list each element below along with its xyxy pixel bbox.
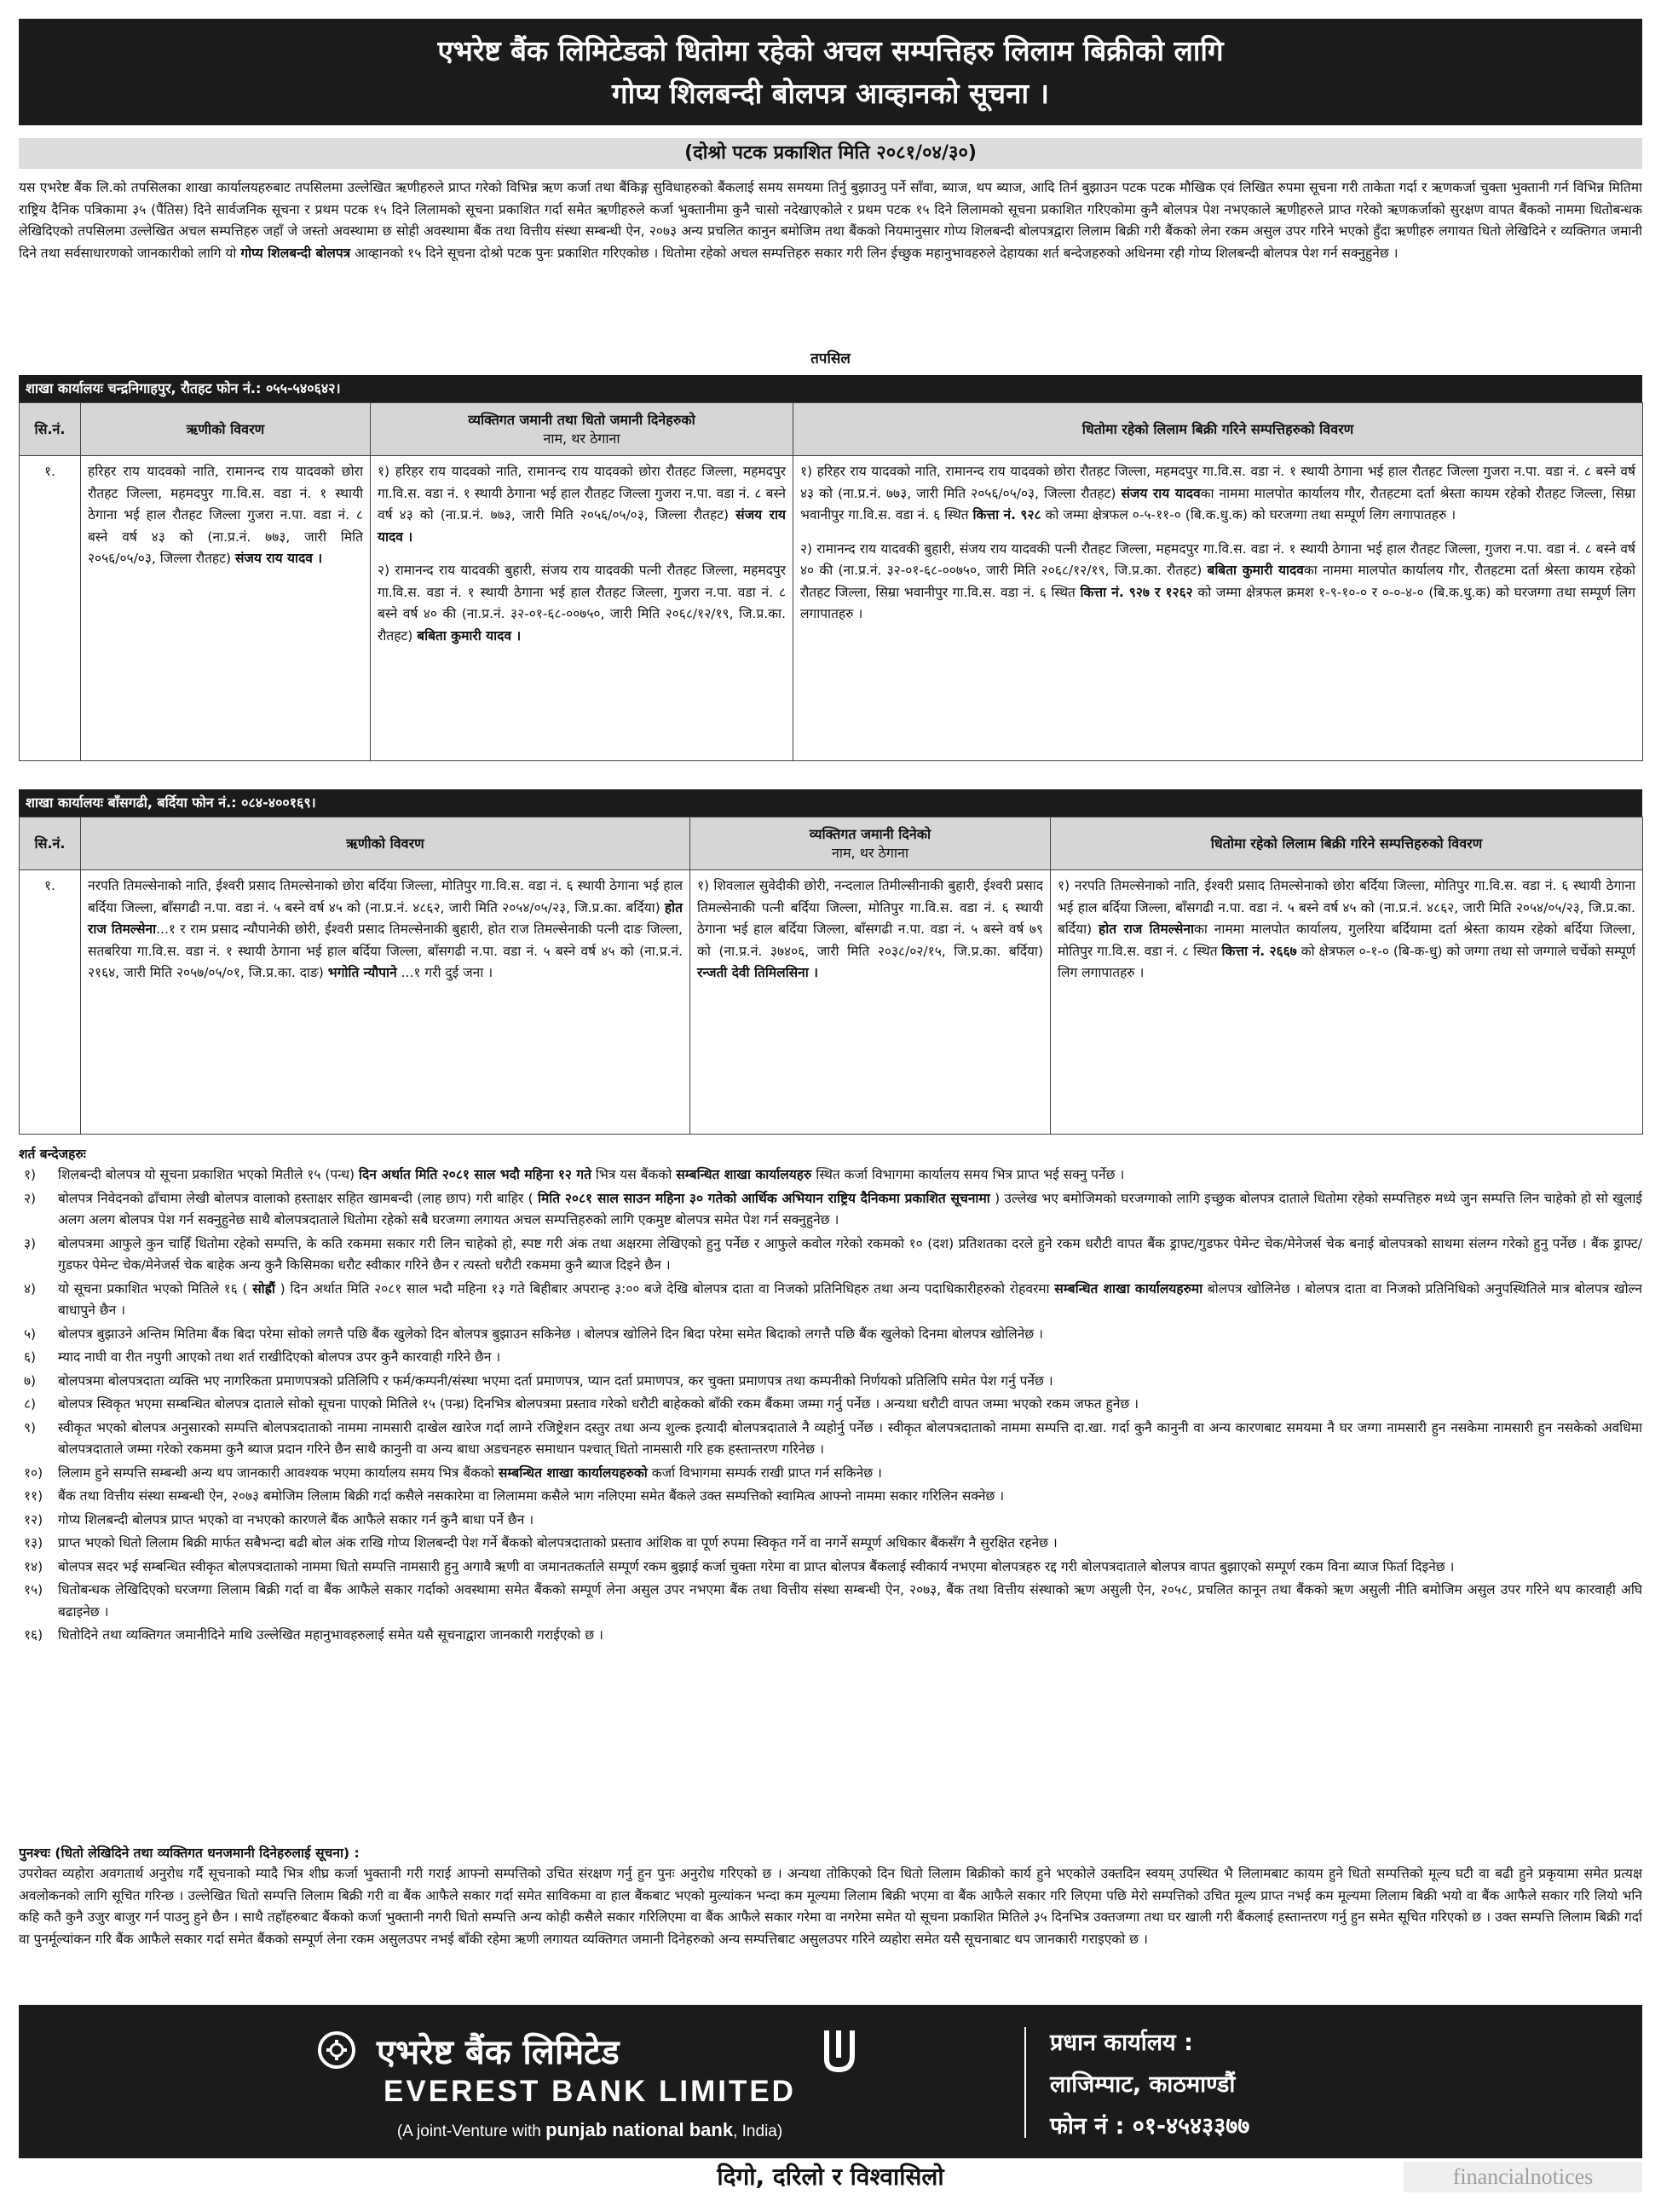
- condition-part: भित्र यस बैंकको: [595, 1167, 672, 1182]
- borrower-text-c: ...१ गरी दुई जना ।: [401, 965, 493, 980]
- spacer: [378, 548, 786, 560]
- guarantor-2: [378, 560, 786, 647]
- intro-text-a: यस एभरेष्ट बैंक लि.को तपसिलका शाखा कार्यालयहरुबाट तपसिलमा उल्लेखित ऋणीहरुले प्राप्त गरेको विभिन्न ऋण कर्जा तथा बैंकिङ्ग सुविधाहरुको बैंकलाई समय समयमा तिर्नु बुझाउनु पर्ने साँवा, ब्याज, थप ब्याज, आदि तिर्न बुझाउन पटक पटक मौखिक एवं लिखित रुपमा सूचना गरी ताकेता गर्दा र ऋणकर्जा चुक्ता भुक्तानी गर्न विभिन्न मितिमा राष्ट्रिय दैनिक पत्रिकामा ३५ (पैंतिस) दिने सार्वजनिक सूचना र प्रथम पटक १५ दिने लिलामको सूचना प्रकाशित गर्दा समेत ऋणीहरुले कर्जा भुक्तानीमा कुनै चासो नदेखाएकोले र प्रथम पटक १५ दिने लिलामको सूचना प्रकाशित गरिएकोमा कुनै बोलपत्र पेश नभएकाले ऋणीहरुले प्राप्त गरेको ऋणकर्जाको सुरक्षण वापत बैंकको नाममा धितोबन्धक लेखिदिएको तपसिलमा उल्लेखित अचल सम्पत्तिहरु जहाँ जे जस्तो अवस्थामा छ सोही अवस्थामा बैंक तथा वित्तीय संस्था सम्बन्धी ऐन, २०७३ अन्य प्रचलित कानुन बमोजिम तथा बैंकको नियमानुसार गोप्य शिलबन्दी बोलपत्रद्वारा लिलाम बिक्री गरी बैंकको लेना रकम असुल उपर गरिने भएको हुँदा ऋणीहरु लगायत धितो लेखिदिने र व्यक्तिगत जमानी दिने तथा सर्वसाधारणको जानकारीको लागि यो: [19, 180, 1642, 261]
- property-cell: [793, 456, 1643, 761]
- condition-number: ६): [24, 1349, 37, 1365]
- col-borrower: ऋणीको विवरण: [81, 403, 371, 456]
- guarantor-1-name: संजय राय यादव ।: [378, 507, 786, 545]
- condition-text: [58, 1164, 1642, 1187]
- property-owner: होत राज तिमल्सेना: [1099, 921, 1195, 937]
- condition-number: १४): [24, 1558, 43, 1574]
- conditions-title: शर्त बन्देजहरुः: [19, 1146, 86, 1162]
- borrower-text-b: ...१ र राम प्रसाद न्यौपानेकी छोरी, ईश्वरी प्रसाद तिमल्सेनाकी बुहारी, होत राज तिमल्सेनाकी पत्नी दाङ जिल्ला, सतबरिया गा.वि.स. वडा नं. १ स्थायी ठेगाना भई हाल बर्दिया जिल्ला, बाँसगढी न.पा. वडा नं. ५ बस्ने वर्ष ४५ को (ना.प्र.नं. २१६४, जारी मिति २०५७/०५/०१, जि.प्र.का. दाङ): [88, 921, 683, 980]
- branch1-header-row: [20, 403, 1643, 456]
- row-sn: १.: [20, 870, 81, 1135]
- conditions-list: [19, 1164, 1642, 1647]
- guarantor-1: [378, 461, 786, 548]
- notice-header: [19, 19, 1642, 125]
- condition-number: १): [24, 1167, 37, 1182]
- property-2-owner: बबिता कुमारी यादव: [1207, 563, 1304, 578]
- condition-part: बोलपत्र सदर भई सम्बन्धित स्वीकृत बोलपत्रदाताको नाममा धितो सम्पत्ति नामसारी हुनु अगावै ऋणी वा जमानतकर्ताले सम्पूर्ण रकम बुझाई कर्जा चुक्ता गरेमा वा प्राप्त बोलपत्र बैंकलाई स्वीकार्य नभएमा बोलपत्रहरु रद्द गरी बोलपत्रदाताले बोलपत्र वापत बुझाएको सम्पूर्ण रकम विना ब्याज फिर्ता दिइनेछ ।: [58, 1558, 1455, 1574]
- condition-part: बैंक तथा वित्तीय संस्था सम्बन्धी ऐन, २०७३ बमोजिम लिलाम बिक्री गर्दा कसैले नसकारेमा वा लिलाममा कसैले भाग नलिएमा समेत बैंकले उक्त सम्पत्तिको स्वामित्व आफ्नो नाममा सकार गरिलिन सक्नेछ ।: [58, 1488, 1005, 1504]
- property-plot: कित्ता नं. २६६७: [1221, 943, 1297, 959]
- col-property: धितोमा रहेको लिलाम बिक्री गरिने सम्पत्तिहरुको विवरण: [793, 403, 1643, 456]
- postscript-text: उपरोक्त व्यहोरा अवगतार्थ अनुरोध गर्दै सूचनाको म्यादै भित्र शीघ्र कर्जा भुक्तानी गरी गराई आफ्नो सम्पत्तिको उचित संरक्षण गर्नु हुन पुनः अनुरोध गरिएको छ । अन्यथा तोकिएको दिन धितो लिलाम बिक्रीको कार्य हुने भएकोले उक्तदिन स्वयम् उपस्थित भै लिलामबाट कायम हुने धितो सम्पत्तिको मूल्य घटी वा बढी हुने प्रकृयामा समेत प्रत्यक्ष अवलोकनको लागि सूचित गरिन्छ । उल्लेखित धितो सम्पत्ति लिलाम बिक्री गरी वा बैंक आफैले सकार गर्दा समेत साविकमा वा हाल बैंकबाट भएको मुल्यांकन भन्दा कम मूल्यमा लिलाम बिक्री भएमा वा बैंक आफैले सकार गरि लिएमा पछि मेरो सम्पत्तिको उचित मूल्य प्राप्त नभई कम मूल्यमा लिलाम बिक्री भयो वा बैंक आफैले सकार गरि लियो भनि कहि कतै कुनै उजुर बाजुर गर्न पाउनु हुने छैन । साथै तहाँहरुबाट बैंकको कर्जा भुक्तानी नगरी धितो सम्पत्ति अन्य कोही कसैले सकार गरिलिएमा वा बैंक आफैले सकार गरेमा वा नगरेमा समेत यो सूचना प्रकाशित मितिले ३५ दिनभित्र उक्तजग्गा तथा घर खाली गरी बैंकलाई हस्तान्तरण गर्नु हुन समेत सूचित गरिएको छ । उक्त सम्पत्ति लिलाम बिक्री गर्दा वा पुनर्मूल्यांकन गरि बैंक आफैले सकार गर्दा समेत बैंकको सम्पूर्ण लेना रकम असुलउपर नभई बाँकी रहेमा ऋणी लगायत व्यक्तिगत जमानी दिनेहरुको अन्य सम्पत्तिबाट असुलउपर गरिने व्यहोरा समेत यसै सूचनाबाट थप जानकारी गराइएको छ ।: [19, 1866, 1642, 1947]
- intro-text-bold: गोप्य शिलबन्दी बोलपत्र: [240, 245, 351, 261]
- condition-part: ) उल्लेख भए बमोजिमको घरजग्गाको लागि इच्छुक बोलपत्र दाताले धितोमा रहेको सम्पत्तिहरु मध्ये जुन सम्पत्ति लिन चाहेको हो सो खुलाई अलग अलग बोलपत्र पेश गर्न सक्नुहुनेछ साथै बोलपत्रदाताले धितोमा रहेको सबै घरजग्गा लगायत अचल सम्पत्तिहरुको लागि एकमुष्ट बोलपत्र समेत पेश गर्न सक्नुहुनेछ ।: [58, 1190, 1642, 1227]
- condition-text: [58, 1580, 1642, 1623]
- property-2: [800, 539, 1635, 626]
- condition-text: [58, 1625, 1642, 1647]
- condition-item: [19, 1533, 1642, 1555]
- condition-item: [19, 1394, 1642, 1416]
- notice-title-line1: एभरेष्ट बैंक लिमिटेडको धितोमा रहेको अचल सम्पत्तिहरु लिलाम बिक्रीको लागि: [437, 33, 1224, 67]
- property-1: [800, 461, 1635, 527]
- condition-text: [58, 1324, 1642, 1346]
- branch2-title: शाखा कार्यालयः बाँसगढी, बर्दिया फोन नं.: ०८४-४००१६९।: [19, 789, 1642, 817]
- condition-item: [19, 1556, 1642, 1579]
- condition-text: [58, 1371, 1642, 1393]
- branch1-title: शाखा कार्यालयः चन्द्रनिगाहपुर, रौतहट फोन नं.: ०५५-५४०६४२।: [19, 375, 1642, 402]
- condition-part: बोलपत्रमा बोलपत्रदाता व्यक्ति भए नागरिकता प्रमाणपत्रको प्रतिलिपि र फर्म/कम्पनी/संस्था भएमा दर्ता प्रमाणपत्र, प्यान दर्ता प्रमाणपत्र, कर चुक्ता प्रमाणपत्र तथा कम्पनीको निर्णयको प्रतिलिपि समेत पेश गर्नु पर्नेछ ।: [58, 1372, 1053, 1389]
- property-1-owner: संजय राय यादव: [1121, 485, 1201, 501]
- condition-number: ५): [24, 1325, 37, 1342]
- condition-item: [19, 1347, 1642, 1369]
- condition-text: [58, 1556, 1642, 1579]
- condition-part: म्याद नाघी वा रीत नपुगी आएको तथा शर्त राखीदिएको बोलपत्र उपर कुनै कारवाही गरिने छैन ।: [58, 1349, 501, 1365]
- borrower-cell: [81, 456, 371, 761]
- condition-text: [58, 1486, 1642, 1508]
- property-2-a: २) रामानन्द राय यादवकी बुहारी, संजय राय यादवकी पत्नी रौतहट जिल्ला, महमदपुर गा.वि.स. वडा नं. १ स्थायी ठेगाना भई हाल रौतहट जिल्ला, गुजरा न.पा. वडा नं. ८ बस्ने वर्ष ४० की (ना.प्र.नं. ३२-०१-६८-००७५०, जारी मिति २०६८/१२/१९, जि.प्र.का. रौतहट): [800, 540, 1635, 578]
- condition-part: बोलपत्रमा आफुले कुन चाहिँ धितोमा रहेको सम्पत्ति, के कति रकममा सकार गरी लिन चाहेको हो, स्पष्ट गरी अंक तथा अक्षरमा लेखिएको हुनु पर्नेछ र आफुले कवोल गरेको रकमको १० (दश) प्रतिशतका दरले हुने रकम धरौटी वापत बैंक ड्राफ्ट/गुडफर पेमेन्ट चेक/मेनेजर्स चेक बनाई बोलपत्रको साथमा संलग्न गरेको हुनु पर्नेछ । बैंक ड्राफ्ट/गुडफर पेमेन्ट चेक/मेनेजर्स चेक बाहेक अन्य कुनै किसिमका धरौट स्वीकार गरिने छैन र त्यस्तो धरौटी रकममा कुनै ब्याज दिइने छैन ।: [58, 1235, 1642, 1273]
- head-office-phone: फोन नं : ०१-४५४३३७७: [1050, 2113, 1250, 2140]
- col-sn: सि.नं.: [20, 817, 81, 870]
- borrower-cell: [81, 870, 690, 1135]
- property-2-b: का नाममा मालपोत कार्यालय गौर, रौतहटमा दर्ता श्रेस्ता कायम रहेको रौतहट जिल्ला, सिम्रा भवानीपुर गा.वि.स. वडा नं. ६ स्थित: [800, 563, 1635, 600]
- property-a: १) नरपति तिमल्सेनाको नाति, ईश्वरी प्रसाद तिमल्सेनाको छोरा बर्दिया जिल्ला, मोतिपुर गा.वि.स. वडा नं. ६ स्थायी ठेगाना भई हाल बर्दिया जिल्ला, बाँसगढी न.पा. वडा नं. ५ बस्ने वर्ष ४५ को (ना.प्र.नं. ४८६२, जारी मिति २०५४/०५/२३, जि.प्र.का. बर्दिया): [1058, 878, 1635, 937]
- condition-number: १३): [24, 1535, 43, 1551]
- condition-item: [19, 1418, 1642, 1461]
- condition-number: ४): [24, 1280, 37, 1297]
- logo-joint-venture: [300, 2119, 880, 2141]
- intro-text-b: आव्हानको १५ दिने सूचना दोश्रो पटक पुनः प्रकाशित गरिएकोछ । धितोमा रहेको अचल सम्पत्तिहरु सकार गरी लिन ईच्छुक महानुभावहरुले देहायका शर्त बन्देजहरुको अधिनमा रही गोप्य शिलबन्दी बोलपत्र पेश गर्न सक्नुहुनेछ ।: [355, 245, 1399, 261]
- condition-item: [19, 1164, 1642, 1187]
- condition-number: २): [24, 1190, 37, 1206]
- borrower-name-1: होत राज तिमल्सेना: [88, 899, 683, 937]
- condition-part: प्राप्त भएको धितो लिलाम बिक्री मार्फत सबैभन्दा बढी बोल अंक राखि गोप्य शिलबन्दी पेश गर्ने बैंकको बोलपत्रदाताको प्रस्ताव आंशिक वा पूर्ण रुपमा स्विकृत गर्ने वा नगर्ने सम्पूर्ण अधिकार बैंकसँग नै सुरक्षित रहनेछ ।: [58, 1535, 1058, 1551]
- bank-logo: [300, 2024, 897, 2143]
- condition-part: स्वीकृत भएको बोलपत्र अनुसारको सम्पत्ति बोलपत्रदाताको नाममा नामसारी दाखेल खारेज गर्दा लाग्ने रजिष्ट्रेशन दस्तुर तथा अन्य शुल्क इत्यादी बोलपत्रदाताले नै व्यहोर्नु पर्नेछ । स्वीकृत बोलपत्रदाताको नाममा सम्पत्ति दा.खा. गर्दा कुनै कानुनी वा अन्य कारणबाट समयमा नै घर जग्गा नामसारी हुन नसकेमा नामसारी हुन नसकेको अवधिमा बोलपत्रदाताले जम्मा गरेको रकममा कुनै ब्याज प्रदान गरिने छैन साथै कानुनी वा अन्य बाधा अडचनहरु समाधान पश्चात् धितो नामसारी गरि हक हस्तान्तरण गरिनेछ ।: [58, 1419, 1642, 1457]
- property-2-plot: कित्ता नं. ९२७ र १२६२: [1080, 584, 1193, 600]
- notice-page: [19, 19, 1642, 2195]
- condition-text: [58, 1188, 1642, 1232]
- head-office-title: प्रधान कार्यालय :: [1050, 2030, 1193, 2056]
- condition-number: १५): [24, 1582, 43, 1597]
- joint-venture-c: , India): [733, 2122, 783, 2140]
- condition-item: [19, 1324, 1642, 1346]
- financialnotices-watermark: financialnotices: [1404, 2162, 1642, 2192]
- condition-item: [19, 1188, 1642, 1232]
- col-guarantor-sub: नाम, थर ठेगाना: [831, 844, 909, 861]
- col-guarantor: [690, 817, 1051, 870]
- logo-nepali-name: एभरेष्ट बैंक लिमिटेड: [377, 2033, 620, 2072]
- joint-venture-partner: punjab national bank: [545, 2119, 734, 2140]
- col-guarantor: [371, 403, 793, 456]
- condition-part: गोप्य शिलबन्दी बोलपत्र प्राप्त भएको वा नभएको कारणले बैंक आफैले सकार गर्न कुनै बाधा पर्ने छैन ।: [58, 1511, 534, 1528]
- col-guarantor-sub: नाम, थर ठेगाना: [543, 430, 620, 447]
- joint-venture-a: (A joint-Venture with: [396, 2122, 546, 2140]
- guarantor-2-name: बबिता कुमारी यादव ।: [417, 627, 522, 644]
- property-b: का नाममा मालपोत कार्यालय, गुलरिया बर्दियामा दर्ता श्रेस्ता कायम रहेको बर्दिया जिल्ला, मोतिपुर गा.वि.स. वडा नं. ८ स्थित: [1058, 921, 1635, 959]
- condition-number: १६): [24, 1627, 43, 1643]
- condition-item: [19, 1625, 1642, 1647]
- condition-text: [58, 1394, 1642, 1416]
- condition-text: [58, 1510, 1642, 1532]
- condition-text: [58, 1533, 1642, 1555]
- condition-part: ) दिन अर्थात मिति २०८१ साल भदौ महिना १३ गते बिहीबार अपरान्ह ३:०० बजे देखि बोलपत्र दाता वा निजको प्रतिनिधिहरु तथा अन्य पदाधिकारीहरुको रोहवरमा: [280, 1280, 1050, 1297]
- bank-footer: [19, 2005, 1642, 2158]
- condition-item: [19, 1371, 1642, 1393]
- table-row: [20, 456, 1643, 761]
- condition-part: सम्बन्धित शाखा कार्यालयहरु: [676, 1167, 812, 1182]
- head-office-address: लाजिम्पाट, काठमाण्डौं: [1050, 2071, 1236, 2098]
- postscript-section: [19, 1843, 1642, 1996]
- borrower-text-a: नरपति तिमल्सेनाको नाति, ईश्वरी प्रसाद तिमल्सेनाको छोरा बर्दिया जिल्ला, मोतिपुर गा.वि.स. वडा नं. ६ स्थायी ठेगाना भई हाल बर्दिया जिल्ला, बाँसगढी न.पा. वडा नं. ५ बस्ने वर्ष ४५ को (ना.प्र.नं. ४८६२, जारी मिति २०५४/०५/२३, जि.प्र.का. बर्दिया): [88, 878, 683, 915]
- condition-text: [58, 1463, 1642, 1485]
- condition-part: मिति २०८१ साल साउन महिना ३० गतेको आर्थिक अभियान राष्ट्रिय दैनिकमा प्रकाशित सूचनामा: [537, 1190, 990, 1206]
- notice-title-line2: गोप्य शिलबन्दी बोलपत्र आव्हानको सूचना ।: [611, 76, 1049, 110]
- condition-part: धितोदिने तथा व्यक्तिगत जमानीदिने माथि उल्लेखित महानुभावहरुलाई समेत यसै सूचनाद्वारा जानकारी गराईएको छ ।: [58, 1627, 603, 1643]
- condition-number: ९): [24, 1419, 37, 1435]
- schedule-label: तपसिल: [810, 350, 851, 367]
- condition-part: दिन अर्थात मिति २०८१ साल भदौ महिना १२ गते: [358, 1167, 591, 1182]
- bank-slogan: दिगो, दरिलो र विश्वासिलो: [717, 2163, 944, 2191]
- condition-number: १०): [24, 1464, 43, 1481]
- property-1-plot: कित्ता नं. ९२८: [972, 507, 1041, 523]
- condition-part: कर्जा विभागमा सम्पर्क राखी प्राप्त गर्न सकिनेछ ।: [651, 1464, 882, 1481]
- col-property: धितोमा रहेको लिलाम बिक्री गरिने सम्पत्तिहरुको विवरण: [1051, 817, 1643, 870]
- borrower-name-2: भगोति न्यौपाने: [327, 965, 397, 980]
- property-2-c: को जम्मा क्षेत्रफल क्रमश १-९-१०-० र ०-०-४-० (बि.क.धु.क) को घरजग्गा तथा सम्पूर्ण लिग लगापातहरु ।: [800, 584, 1635, 621]
- condition-part: बोलपत्र खोलिनेछ । बोलपत्र दाता वा निजको प्रतिनिधिको अनुपस्थितिले मात्र बोलपत्र खोल्न बाधापुने छैन ।: [58, 1280, 1642, 1318]
- condition-item: [19, 1510, 1642, 1532]
- condition-text: [58, 1279, 1642, 1322]
- col-borrower: ऋणीको विवरण: [81, 817, 690, 870]
- guarantor-name: रन्जती देवी तिमिलसिना ।: [697, 965, 818, 980]
- property-cell: [1051, 870, 1643, 1135]
- condition-text: [58, 1418, 1642, 1461]
- condition-number: ८): [24, 1396, 37, 1412]
- conditions-section: [19, 1144, 1642, 1834]
- condition-number: ३): [24, 1235, 37, 1251]
- guarantor-text: १) शिवलाल सुवेदीकी छोरी, नन्दलाल तिमील्सीनाकी बुहारी, ईश्वरी प्रसाद तिमल्सेनाकी पत्नी बर्दिया जिल्ला, मोतिपुर गा.वि.स. वडा नं. ६ स्थायी ठेगाना भई हाल बर्दिया जिल्ला, बाँसगढी न.पा. वडा नं. ५ बस्ने वर्ष ७९ को (ना.प्र.नं. ३७४०६, जारी मिति २०३८/०२/१५, जि.प्र.का. बर्दिया): [697, 878, 1043, 959]
- condition-number: १२): [24, 1511, 43, 1528]
- condition-part: लिलाम हुने सम्पत्ति सम्बन्धी अन्य थप जानकारी आवश्यक भएमा कार्यालय समय भित्र बैंकको: [58, 1464, 494, 1481]
- condition-part: बोलपत्र स्विकृत भएमा सम्बन्धित बोलपत्र दाताले सोको सूचना पाएको मितिले १५ (पन्ध्र) दिनभित्र बोलपत्रमा प्रस्ताव गरेको धरौटी बाहेकको बाँकी रकम बैंकमा जम्मा गर्नु पर्नेछ । अन्यथा धरौटी वापत जम्मा भएको रकम जफत हुनेछ ।: [58, 1396, 1139, 1412]
- guarantor-cell: [690, 870, 1051, 1135]
- borrower-name: संजय राय यादव ।: [234, 551, 323, 566]
- head-office-info: [1050, 2022, 1604, 2147]
- footer-divider: [1024, 2027, 1026, 2138]
- condition-item: [19, 1233, 1642, 1277]
- condition-part: यो सूचना प्रकाशित भएको मितिले १६ (: [58, 1280, 248, 1297]
- spacer: [800, 527, 1635, 539]
- intro-paragraph: [19, 177, 1642, 349]
- condition-number: ७): [24, 1372, 37, 1389]
- postscript-title: पुनश्चः (धितो लेखिदिने तथा व्यक्तिगत धनजमानी दिनेहरुलाई सूचना) :: [19, 1845, 360, 1861]
- condition-text: [58, 1233, 1642, 1277]
- property-1-c: को जम्मा क्षेत्रफल ०-५-११-० (बि.क.धु.क) को घरजग्गा तथा सम्पूर्ण लिग लगापातहरु ।: [1045, 507, 1456, 523]
- condition-part: सोह्रौं: [252, 1280, 275, 1297]
- branch2-header-row: [20, 817, 1643, 870]
- branch2-table: [19, 817, 1643, 1135]
- everest-bank-emblem-icon: [317, 2030, 365, 2070]
- condition-item: [19, 1463, 1642, 1485]
- condition-item: [19, 1580, 1642, 1623]
- condition-number: ११): [24, 1488, 43, 1504]
- guarantor-2-text: २) रामानन्द राय यादवकी बुहारी, संजय राय यादवकी पत्नी रौतहट जिल्ला, महमदपुर गा.वि.स. वडा नं. १ स्थायी ठेगाना भई हाल रौतहट जिल्ला, गुजरा न.पा. वडा नं. ८ बस्ने वर्ष ४० की (ना.प्र.नं. ३२-०१-६८-००७५०, जारी मिति २०६८/१२/१९, जि.प्र.का. रौतहट): [378, 563, 786, 644]
- property-1-b: का नाममा मालपोत कार्यालय गौर, रौतहटमा दर्ता श्रेस्ता कायम रहेको रौतहट जिल्ला, सिम्रा भवानीपुर गा.वि.स. वडा नं. ६ स्थित: [800, 485, 1635, 523]
- condition-text: [58, 1347, 1642, 1369]
- property-1-a: १) हरिहर राय यादवको नाति, रामानन्द राय यादवको छोरा रौतहट जिल्ला, महमदपुर गा.वि.स. वडा नं. १ स्थायी ठेगाना भई हाल रौतहट जिल्ला गुजरा न.पा. वडा नं. ८ बस्ने वर्ष ४३ को (ना.प्र.नं. ७७३, जारी मिति २०५६/०५/०३, जिल्ला रौतहट): [800, 464, 1635, 501]
- guarantor-cell: [371, 456, 793, 761]
- guarantor-1-text: १) हरिहर राय यादवको नाति, रामानन्द राय यादवको छोरा रौतहट जिल्ला, महमदपुर गा.वि.स. वडा नं. १ स्थायी ठेगाना भई हाल रौतहट जिल्ला गुजरा न.पा. वडा नं. ८ बस्ने वर्ष ४३ को (ना.प्र.नं. ७७३, जारी मिति २०५६/०५/०३, जिल्ला रौतहट): [378, 464, 786, 523]
- condition-part: बोलपत्र बुझाउने अन्तिम मितिमा बैंक बिदा परेमा सोको लगत्तै पछि बैंक खुलेको दिन बोलपत्र बुझाउन सकिनेछ । बोलपत्र खोलिने दिन बिदा परेमा समेत बिदाको लगत्तै पछि बैंक खुलेको दिनमा बोलपत्र खोलिनेछ ।: [58, 1325, 1043, 1342]
- pnb-logo-icon: [820, 2025, 862, 2073]
- col-guarantor-label: व्यक्तिगत जमानी दिनेको: [809, 825, 931, 842]
- col-sn: सि.नं.: [20, 403, 81, 456]
- condition-item: [19, 1486, 1642, 1508]
- property-c: को क्षेत्रफल ०-१-० (बि-क-धु) को जग्गा तथा सो जग्गाले चर्चेको सम्पूर्ण लिग लगापातहरु ।: [1058, 943, 1635, 980]
- condition-part: धितोबन्धक लेखिदिएको घरजग्गा लिलाम बिक्री गर्दा वा बैंक आफैले सकार गर्दाको अवस्थामा समेत बैंकको सम्पूर्ण लेना असुल उपर नभएमा बैंक तथा वित्तीय संस्था सम्बन्धी ऐन, २०७३, बैंक तथा वित्तीय संस्थाको ऋण असुली ऐन, २०५८, प्रचलित कानून तथा बैंकको ऋण असुली नीति बमोजिम असुल उपर गरिने थप कारवाही अघि बढाइनेछ ।: [58, 1582, 1642, 1620]
- row-sn: १.: [20, 456, 81, 761]
- borrower-text: हरिहर राय यादवको नाति, रामानन्द राय यादवको छोरा रौतहट जिल्ला, महमदपुर गा.वि.स. वडा नं. १ स्थायी ठेगाना भई हाल रौतहट जिल्ला गुजरा न.पा. वडा नं. ८ बस्ने वर्ष ४३ को (ना.प्र.नं. ७७३, जारी मिति २०५६/०५/०३, जिल्ला रौतहट): [88, 464, 363, 566]
- second-publish-date: (दोश्रो पटक प्रकाशित मिति २०८१/०४/३०): [19, 138, 1642, 169]
- condition-item: [19, 1279, 1642, 1322]
- condition-part: शिलबन्दी बोलपत्र यो सूचना प्रकाशित भएको मितीले १५ (पन्ध): [58, 1167, 355, 1182]
- condition-part: स्थित कर्जा विभागमा कार्यालय समय भित्र प्राप्त भई सक्नु पर्नेछ ।: [816, 1167, 1125, 1182]
- condition-part: सम्बन्धित शाखा कार्यालयहरुमा: [1054, 1280, 1203, 1297]
- condition-part: बोलपत्र निवेदनको ढाँचामा लेखी बोलपत्र वालाको हस्ताक्षर सहित खामबन्दी (लाह छाप) गरी बाहिर (: [58, 1190, 533, 1206]
- col-guarantor-label: व्यक्तिगत जमानी तथा धितो जमानी दिनेहरुको: [468, 411, 695, 428]
- branch1-table: [19, 402, 1643, 761]
- logo-english-name: EVEREST BANK LIMITED: [384, 2075, 796, 2108]
- condition-part: सम्बन्धित शाखा कार्यालयहरुको: [498, 1464, 648, 1481]
- table-row: [20, 870, 1643, 1135]
